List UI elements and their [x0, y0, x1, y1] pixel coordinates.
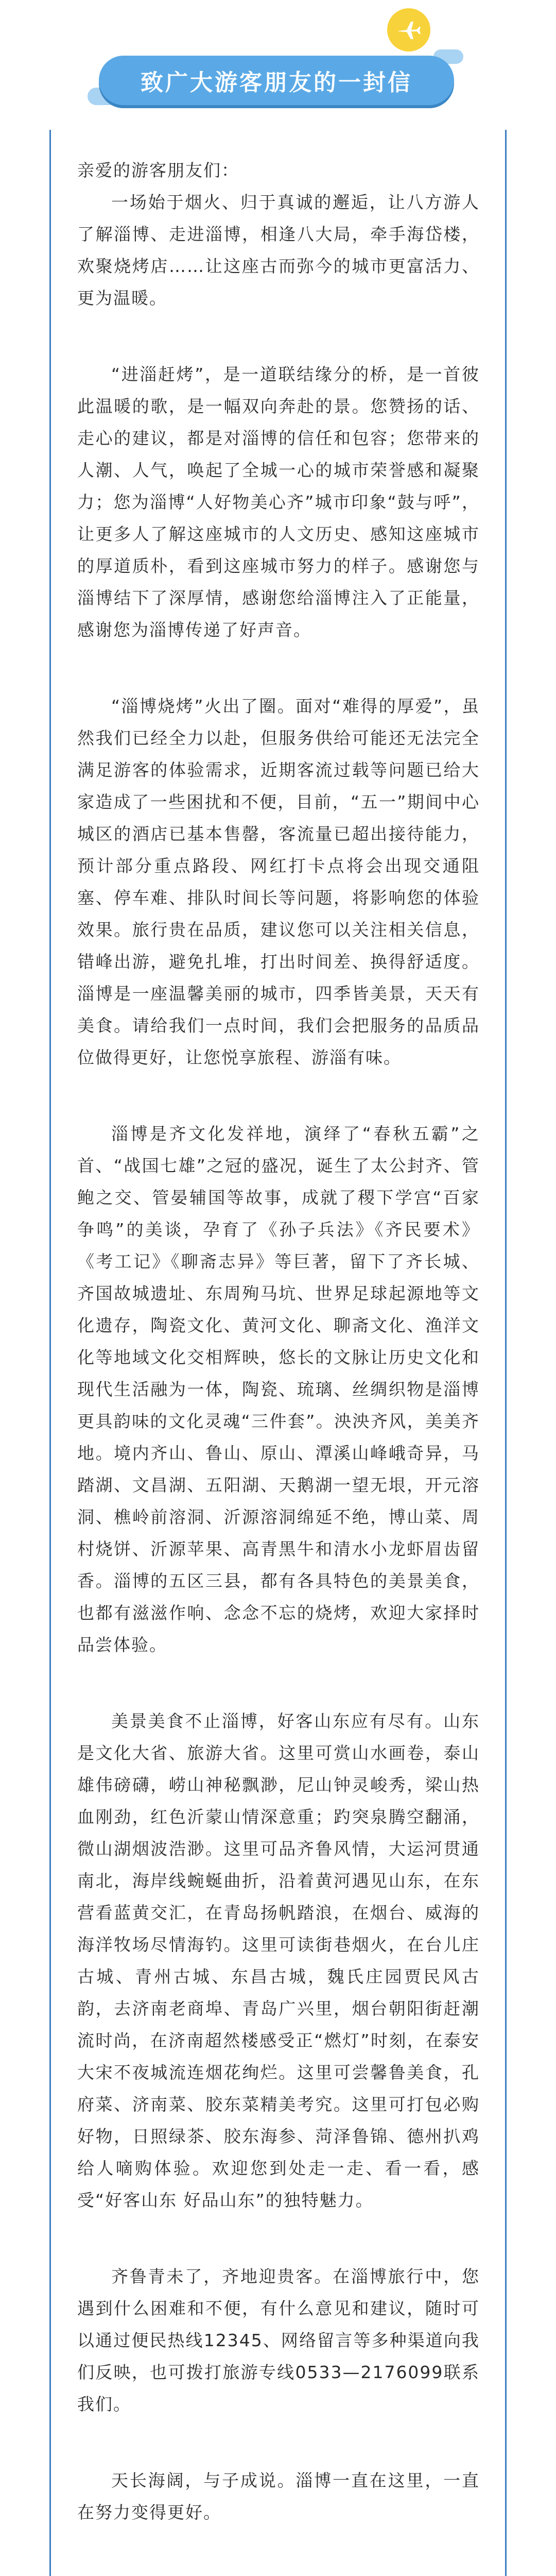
paragraph-spacer	[77, 2529, 480, 2573]
letter-paragraph-2: “进淄赶烤”，是一道联结缘分的桥，是一首彼此温暖的歌，是一幅双向奔赴的景。您赞扬的话、走心的建议，都是对淄博的信任和包容；您带来的人潮、人气，唤起了全城一心的城市荣誉感和凝聚力；您为淄博“人好物美心齐”城市印象“鼓与呼”，让更多人了解这座城市的人文历史、感知这座城市的厚道质朴，看到这座城市努力的样子。感谢您与淄博结下了深厚情，感谢您给淄博注入了正能量，感谢您为淄博传递了好声音。	[77, 364, 480, 640]
letter-paragraph-3: “淄博烧烤”火出了圈。面对“难得的厚爱”，虽然我们已经全力以赴，但服务供给可能还无法完全满足游客的体验需求，近期客流过载等问题已给大家造成了一些困扰和不便，目前，“五一”期间中心城区的酒店已基本售罄，客流量已超出接待能力，预计部分重点路段、网红打卡点将会出现交通阻塞、停车难、排队时间长等问题，将影响您的体验效果。旅行贵在品质，建议您可以关注相关信息，错峰出游，避免扎堆，打出时间差、换得舒适度。淄博是一座温馨美丽的城市，四季皆美景，天天有美食。请给我们一点时间，我们会把服务的品质品位做得更好，让您悦享旅程、游淄有味。	[77, 696, 480, 1067]
letter-paragraph-1: 一场始于烟火、归于真诚的邂逅，让八方游人了解淄博、走进淄博，相逢八大局，牵手海岱楼，欢聚烧烤店……让这座古而弥今的城市更富活力、更为温暖。	[77, 192, 480, 308]
title-banner	[99, 56, 454, 105]
letter-paragraph-5: 美景美食不止淄博，好客山东应有尽有。山东是文化大省、旅游大省。这里可赏山水画卷，泰山雄伟磅礴，崂山神秘飘渺，尼山钟灵峻秀，梁山热血刚劲，红色沂蒙山情深意重；趵突泉腾空翻涌，微山湖烟波浩渺。这里可品齐鲁风情，大运河贯通南北，海岸线蜿蜒曲折，沿着黄河遇见山东，在东营看蓝黄交汇，在青岛扬帆踏浪，在烟台、威海的海洋牧场尽情海钓。这里可读街巷烟火，在台儿庄古城、青州古城、东昌古城，魏氏庄园贾民风古韵，去济南老商埠、青岛广兴里，烟台朝阳街赶潮流时尚，在济南超然楼感受正“燃灯”时刻，在泰安大宋不夜城流连烟花绚烂。这里可尝馨鲁美食，孔府菜、济南菜、胶东菜精美考究。这里可打包必购好物，日照绿茶、胶东海参、菏泽鲁锦、德州扒鸡给人嘀购体验。欢迎您到处走一走、看一看，感受“好客山东 好品山东”的独特魅力。	[77, 1711, 480, 2210]
title-header	[0, 0, 556, 113]
paragraph-spacer	[77, 646, 480, 690]
letter-paragraph-7: 天长海阔，与子成说。淄博一直在这里，一直在努力变得更好。	[77, 2470, 480, 2522]
letter-body	[77, 155, 480, 2576]
paragraph-spacer	[77, 1074, 480, 1118]
page-title: 致广大游客朋友的一封信	[141, 70, 412, 96]
letter-signature	[77, 2573, 480, 2576]
paragraph-spacer	[77, 2420, 480, 2465]
paragraph-spacer	[77, 2216, 480, 2261]
paragraph-spacer	[77, 314, 480, 359]
letter-paragraph-6: 齐鲁青未了，齐地迎贵客。在淄博旅行中，您遇到什么困难和不便，有什么意见和建议，随时可以通过便民热线12345、网络留言等多种渠道向我们反映，也可拨打旅游专线0533—2176099联系我们。	[77, 2266, 480, 2414]
letter-greeting: 亲爱的游客朋友们：	[77, 160, 239, 180]
paragraph-spacer	[77, 1661, 480, 1705]
letter-paragraph-4: 淄博是齐文化发祥地，演绎了“春秋五霸”之首、“战国七雄”之冠的盛况，诞生了太公封齐、管鲍之交、管晏辅国等故事，成就了稷下学宫“百家争鸣”的美谈，孕育了《孙子兵法》《齐民要术》《考工记》《聊斋志异》等巨著，留下了齐长城、齐国故城遗址、东周殉马坑、世界足球起源地等文化遗存，陶瓷文化、黄河文化、聊斋文化、渔洋文化等地域文化交相辉映，悠长的文脉让历史文化和现代生活融为一体，陶瓷、琉璃、丝绸织物是淄博更具韵味的文化灵魂“三件套”。泱泱齐风，美美齐地。境内齐山、鲁山、原山、潭溪山峰峨奇异，马踏湖、文昌湖、五阳湖、天鹅湖一望无垠，开元溶洞、樵岭前溶洞、沂源溶洞绵延不绝，博山菜、周村烧饼、沂源苹果、高青黑牛和清水小龙虾眉齿留香。淄博的五区三县，都有各具特色的美景美食，也都有滋滋作响、念念不忘的烧烤，欢迎大家择时品尝体验。	[77, 1124, 480, 1655]
airplane-icon-glyph	[395, 16, 422, 43]
airplane-icon	[387, 8, 430, 52]
